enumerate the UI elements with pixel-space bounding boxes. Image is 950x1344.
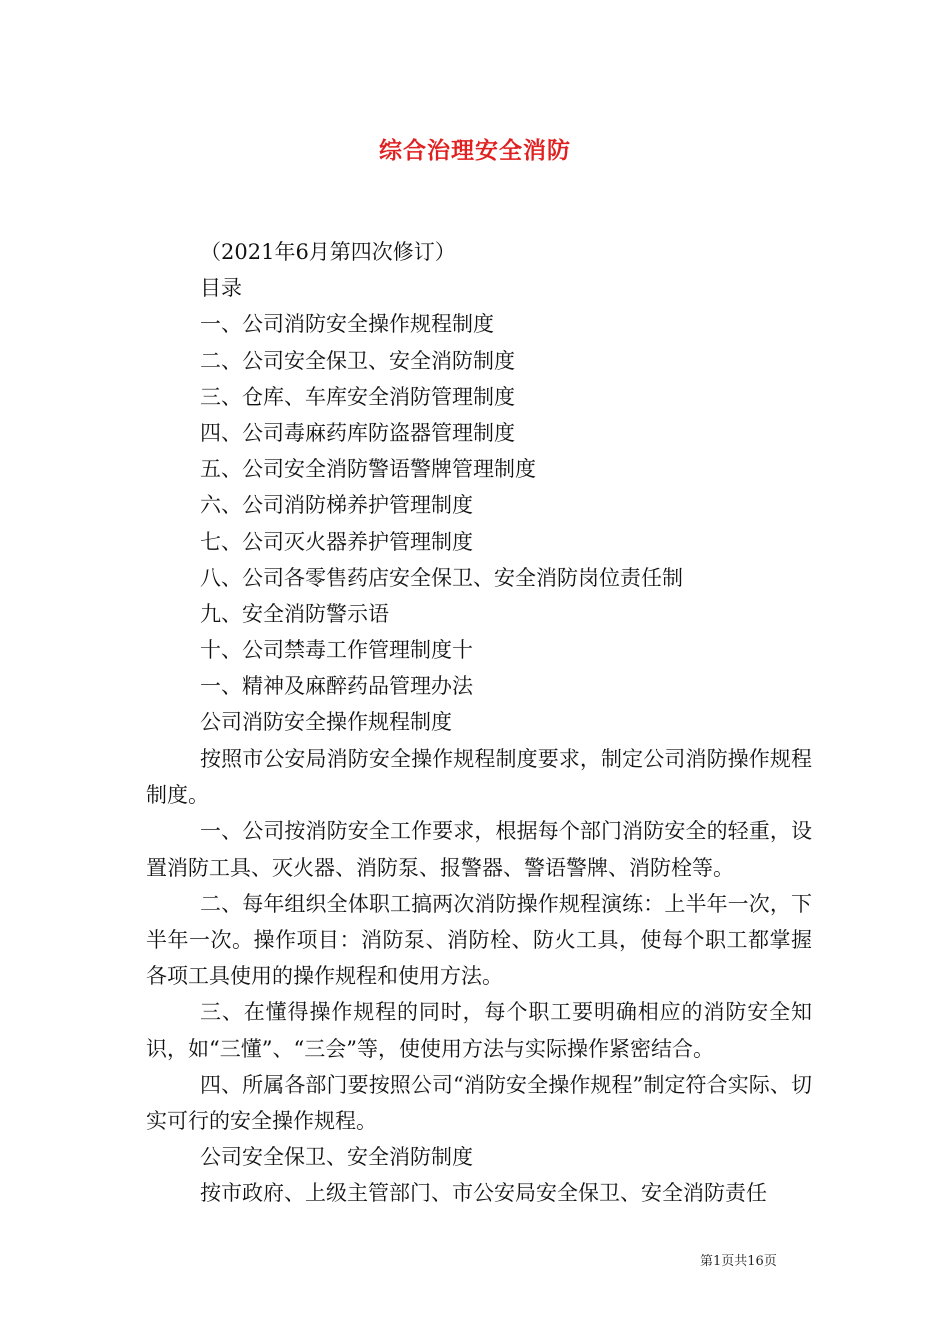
document-title: 综合治理安全消防 (379, 137, 571, 164)
body-paragraph: 一、公司按消防安全工作要求，根据每个部门消防安全的轻重，设置消防工具、灭火器、消防泵、报警器、警语警牌、消防栓等。 (146, 819, 812, 880)
body-paragraph: 按照市公安局消防安全操作规程制度要求，制定公司消防操作规程制度。 (146, 747, 812, 808)
toc-item: 二、公司安全保卫、安全消防制度 (200, 348, 515, 373)
body-paragraph: 四、所属各部门要按照公司“消防安全操作规程”制定符合实际、切实可行的安全操作规程。 (146, 1072, 812, 1134)
toc-item: 四、公司毒麻药库防盗器管理制度 (200, 420, 515, 445)
page-number: 第1页共16页 (700, 1254, 777, 1269)
toc-item: 九、安全消防警示语 (200, 601, 389, 626)
body-paragraph: 三、在懂得操作规程的同时，每个职工要明确相应的消防安全知识，如“三懂”、“三会”等，使使用方法与实际操作紧密结合。 (146, 1000, 812, 1061)
table-of-contents (200, 234, 840, 741)
toc-item: 五、公司安全消防警语警牌管理制度 (200, 457, 536, 482)
revision-note: （2021年6月第四次修订） (200, 240, 456, 264)
toc-item: 十、公司禁毒工作管理制度十 (200, 638, 473, 663)
body-paragraph: 按市政府、上级主管部门、市公安局安全保卫、安全消防责任 (200, 1181, 767, 1206)
toc-heading: 目录 (200, 276, 242, 301)
document-body (146, 741, 812, 1212)
toc-item: 三、仓库、车库安全消防管理制度 (200, 384, 515, 409)
section-heading: 公司消防安全操作规程制度 (200, 710, 452, 735)
toc-item: 八、公司各零售药店安全保卫、安全消防岗位责任制 (200, 565, 683, 590)
toc-item: 一、公司消防安全操作规程制度 (200, 312, 494, 337)
toc-item: 一、精神及麻醉药品管理办法 (200, 674, 473, 699)
section-heading: 公司安全保卫、安全消防制度 (200, 1145, 473, 1170)
toc-item: 六、公司消防梯养护管理制度 (200, 493, 473, 518)
body-paragraph: 二、每年组织全体职工搞两次消防操作规程演练：上半年一次，下半年一次。操作项目：消防泵、消防栓、防火工具，使每个职工都掌握各项工具使用的操作规程和使用方法。 (146, 891, 812, 989)
toc-item: 七、公司灭火器养护管理制度 (200, 529, 473, 554)
